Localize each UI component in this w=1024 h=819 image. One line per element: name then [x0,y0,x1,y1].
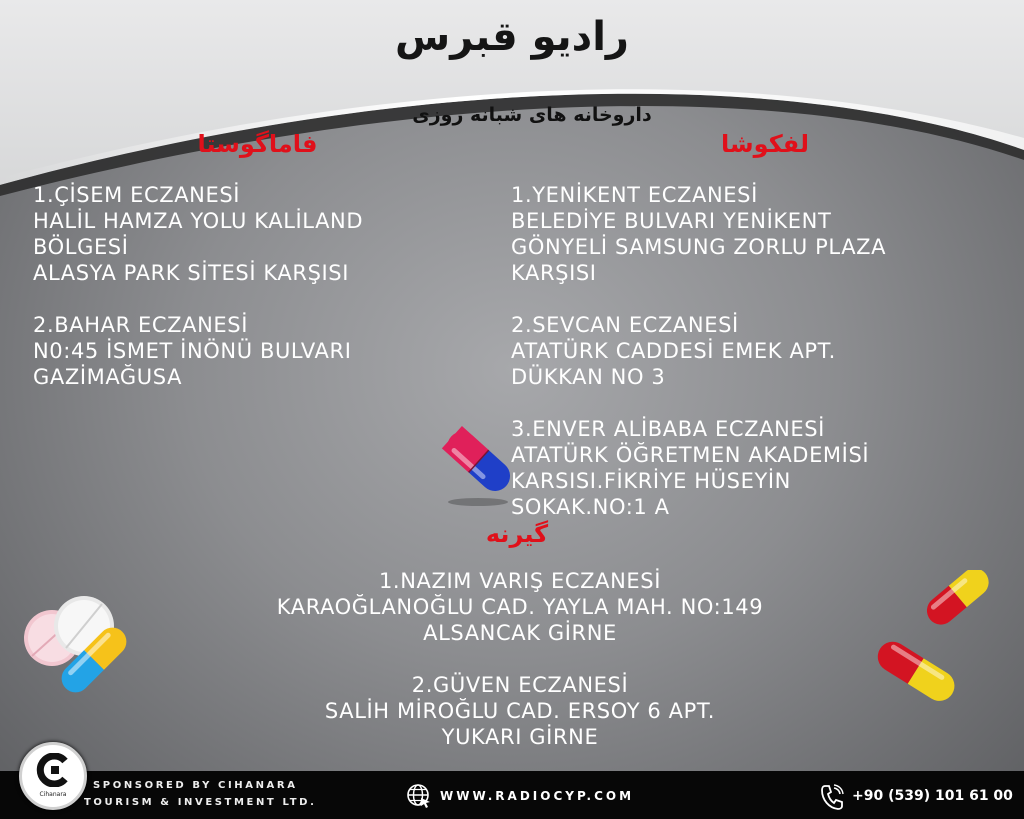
globe-icon [406,783,432,809]
list-item: KARSISI.FİKRİYE HÜSEYİN [511,469,791,493]
spacer [511,390,886,416]
cihanara-logo [19,742,87,810]
sponsor-line-2: TOURISM & INVESTMENT LTD. [84,797,317,808]
list-item: 2.SEVCAN ECZANESİ [511,313,739,337]
list-item: GÖNYELİ SAMSUNG ZORLU PLAZA [511,235,887,259]
logo-text: Cihanara [39,791,67,798]
list-item: 2.GÜVEN ECZANESİ [411,673,629,697]
region-label-famagusta: فاماگوستا [197,130,318,158]
list-item: HALİL HAMZA YOLU KALİLAND [33,209,364,233]
list-item: ATATÜRK ÖĞRETMEN AKADEMİSİ [511,443,870,467]
list-item: 1.ÇİSEM ECZANESİ [33,183,241,207]
capsule-pill-icon [438,420,518,508]
list-item: KARŞISI [511,261,597,285]
list-item: 1.NAZIM VARIŞ ECZANESİ [378,569,662,593]
list-item: GAZİMAĞUSA [33,365,183,389]
lefkosa-pharmacy-list [511,182,886,520]
list-item: 1.YENİKENT ECZANESİ [511,183,758,207]
list-item: ALASYA PARK SİTESİ KARŞISI [33,261,350,285]
tablets-and-capsule-icon [14,590,139,708]
list-item: SOKAK.NO:1 A [511,495,670,519]
region-label-girne: گیرنه [485,520,549,548]
list-item: BÖLGESİ [33,235,129,259]
region-label-lefkosa: لفکوشا [721,130,809,158]
phone-number[interactable]: +90 (539) 101 61 00 [852,788,1013,804]
list-item: 2.BAHAR ECZANESİ [33,313,249,337]
red-yellow-capsules-icon [864,570,1009,715]
list-item: KARAOĞLANOĞLU CAD. YAYLA MAH. NO:149 [276,595,764,619]
page-title: رادیو قبرس [395,14,629,60]
list-item: 3.ENVER ALİBABA ECZANESİ [511,417,825,441]
list-item: ATATÜRK CADDESİ EMEK APT. [511,339,836,363]
spacer [120,646,920,672]
list-item: SALİH MİROĞLU CAD. ERSOY 6 APT. [324,699,716,723]
website-link[interactable]: WWW.RADIOCYP.COM [440,789,635,803]
girne-pharmacy-list [120,568,920,750]
spacer [511,286,886,312]
list-item: YUKARI GİRNE [441,725,599,749]
page-subtitle: داروخانه های شبانه روزی [412,104,652,126]
logo-c-icon [36,753,70,787]
list-item: ALSANCAK GİRNE [423,621,617,645]
phone-icon [820,784,844,810]
famagusta-pharmacy-list [33,182,363,390]
list-item: BELEDİYE BULVARI YENİKENT [511,209,832,233]
list-item: DÜKKAN NO 3 [511,365,666,389]
spacer [33,286,363,312]
list-item: N0:45 İSMET İNÖNÜ BULVARI [33,339,352,363]
sponsor-line-1: SPONSORED BY CIHANARA [93,780,298,791]
